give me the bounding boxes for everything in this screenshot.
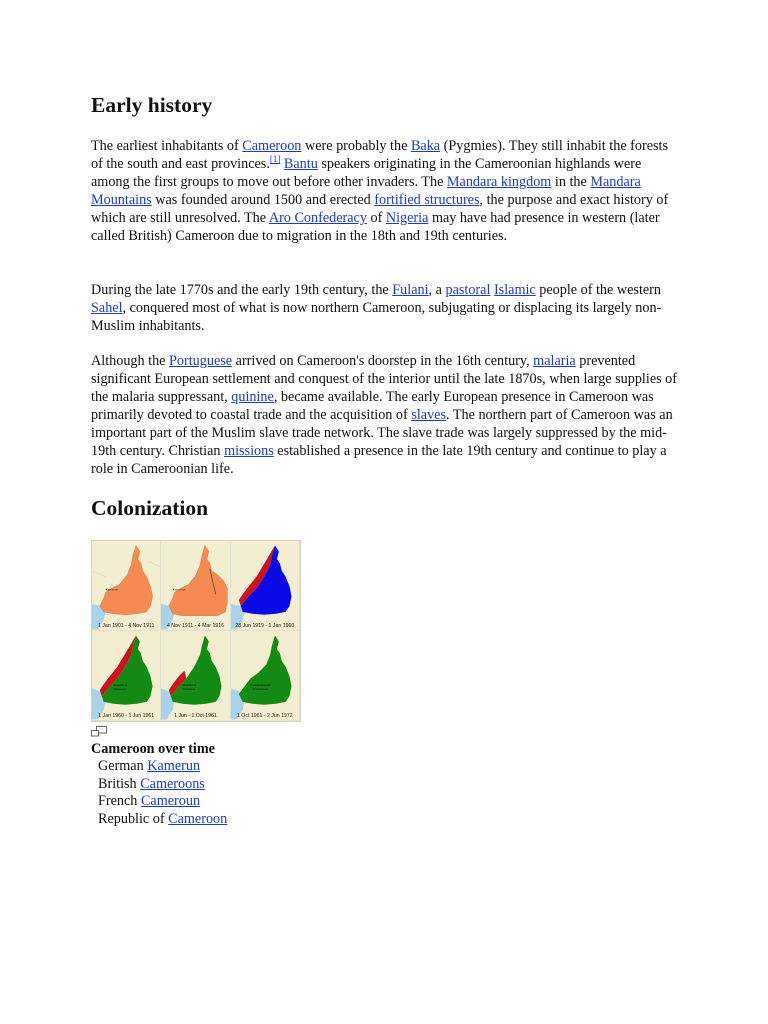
cameroon-over-time-map-grid[interactable] <box>91 540 301 722</box>
link-cameroon[interactable]: Cameroon <box>242 138 302 154</box>
magnify-clip-icon[interactable] <box>91 726 107 737</box>
map-tile-german-1901[interactable] <box>92 541 161 631</box>
legend-prefix: German <box>98 758 148 774</box>
svg-text:Federal Republic: Federal Republic <box>250 684 271 688</box>
map-cameroon-1919 <box>231 541 299 630</box>
text: (Pygmies). They still inhabit the forests of the south and east provinces. <box>91 138 668 172</box>
link-quinine[interactable]: quinine <box>231 389 274 405</box>
text: may have had presence in western (later called British) Cameroon due to migration in the 18th and 19th centuries. <box>91 210 660 244</box>
link-baka[interactable]: Baka <box>410 138 441 154</box>
legend-item-french <box>98 792 200 810</box>
link-nigeria[interactable]: Nigeria <box>385 210 429 226</box>
map-cameroon-1960 <box>92 631 160 720</box>
text: The earliest inhabitants of <box>91 138 243 154</box>
legend-prefix: British <box>98 776 141 792</box>
text: prevented significant European settlement and conquest of the interior until the late 1870s, when large supplies of the malaria suppressant, <box>91 353 678 405</box>
map-tile-mandates-1919[interactable] <box>231 541 300 631</box>
text: in the <box>551 174 591 190</box>
map-tile-german-1911[interactable] <box>161 541 230 631</box>
paragraph-early-history-1 <box>91 137 683 245</box>
link-pastoral[interactable]: pastoral <box>445 282 491 298</box>
svg-text:Cameroon: Cameroon <box>182 688 196 692</box>
map-caption: 1 Oct 1961 - 2 Jun 1972 <box>236 713 293 719</box>
link-portuguese[interactable]: Portuguese <box>169 353 233 369</box>
link-mandara-kingdom[interactable]: Mandara kingdom <box>446 174 552 190</box>
link-fulani[interactable]: Fulani <box>392 282 429 298</box>
section-heading-colonization: Colonization <box>91 496 209 520</box>
link-aro-confederacy[interactable]: Aro Confederacy <box>268 210 367 226</box>
link-slaves[interactable]: slaves <box>411 407 446 423</box>
text: , became available. The early European presence in Cameroon was primarily devoted to coastal trade and the acquisition of <box>91 389 654 423</box>
map-tile-federal-1961[interactable] <box>231 631 300 721</box>
legend-prefix: Republic of <box>98 811 169 827</box>
link-malaria[interactable]: malaria <box>533 353 576 369</box>
text: were probably the <box>301 138 411 154</box>
svg-text:of Cameroon: of Cameroon <box>252 688 268 692</box>
map-tile-1961-june[interactable] <box>161 631 230 721</box>
paragraph-early-history-3 <box>91 352 683 478</box>
link-cameroon-republic[interactable]: Cameroon <box>168 811 228 827</box>
legend-item-republic <box>98 810 227 828</box>
legend-prefix: French <box>98 793 141 809</box>
link-cameroons[interactable]: Cameroons <box>140 776 205 792</box>
text: , conquered most of what is now northern Cameroon, subjugating or displacing its largely non-Muslim inhabitants. <box>91 300 662 334</box>
map-caption: 28 Jun 1919 - 1 Jan 1960 <box>235 623 295 629</box>
text: , the purpose and exact history of which are still unresolved. The <box>91 192 669 226</box>
text: During the late 1770s and the early 19th century, the <box>91 282 393 298</box>
text: people of the western <box>535 282 661 298</box>
link-islamic[interactable]: Islamic <box>493 282 536 298</box>
link-kamerun[interactable]: Kamerun <box>147 758 201 774</box>
text: speakers originating in the Cameroonian highlands were among the first groups to move out before other invaders. The <box>91 156 642 190</box>
text: arrived on Cameroon's doorstep in the 16th century, <box>232 353 534 369</box>
link-cameroun[interactable]: Cameroun <box>140 793 201 809</box>
legend-item-british <box>98 775 205 793</box>
text: . The northern part of Cameroon was an important part of the Muslim slave trade network. The slave trade was largely suppressed by the mid-19th century. Christian <box>91 407 673 459</box>
paragraph-early-history-2 <box>91 281 683 335</box>
map-cameroon-1911 <box>161 541 229 630</box>
text: , a <box>428 282 446 298</box>
map-tile-independence-1960[interactable] <box>92 631 161 721</box>
svg-text:Republic of: Republic of <box>182 684 197 688</box>
text: was founded around 1500 and erected <box>151 192 375 208</box>
map-cameroon-1961-june <box>161 631 229 720</box>
text: of <box>366 210 386 226</box>
map-caption: 1 Jan 1901 - 4 Nov 1911 <box>97 623 155 629</box>
svg-text:Kamerun: Kamerun <box>173 587 186 592</box>
link-sahel[interactable]: Sahel <box>91 300 123 316</box>
svg-text:Cameroon: Cameroon <box>113 688 127 692</box>
reference-link-1[interactable]: [1] <box>269 154 281 164</box>
legend-item-german <box>98 757 200 775</box>
svg-text:Kamerun: Kamerun <box>105 587 119 592</box>
text: Although the <box>91 353 170 369</box>
section-heading-early-history: Early history <box>91 93 213 117</box>
map-caption: 1 Jun - 1 Oct 1961 <box>174 713 217 719</box>
svg-text:Republic of: Republic of <box>113 684 128 688</box>
map-caption: 4 Nov 1911 - 4 Mar 1916 <box>166 623 224 629</box>
link-mandara-mountains[interactable]: Mandara Mountains <box>91 174 641 208</box>
map-cameroon-1901 <box>92 541 160 630</box>
link-missions[interactable]: missions <box>224 443 274 459</box>
figure-caption-title: Cameroon over time <box>91 741 215 757</box>
map-cameroon-1961-october <box>231 631 299 720</box>
link-bantu[interactable]: Bantu <box>283 156 318 172</box>
map-caption: 1 Jan 1960 - 1 Jun 1961 <box>98 713 155 719</box>
text: established a presence in the late 19th century and continue to play a role in Cameroonian life. <box>91 443 667 477</box>
link-fortified-structures[interactable]: fortified structures <box>374 192 480 208</box>
